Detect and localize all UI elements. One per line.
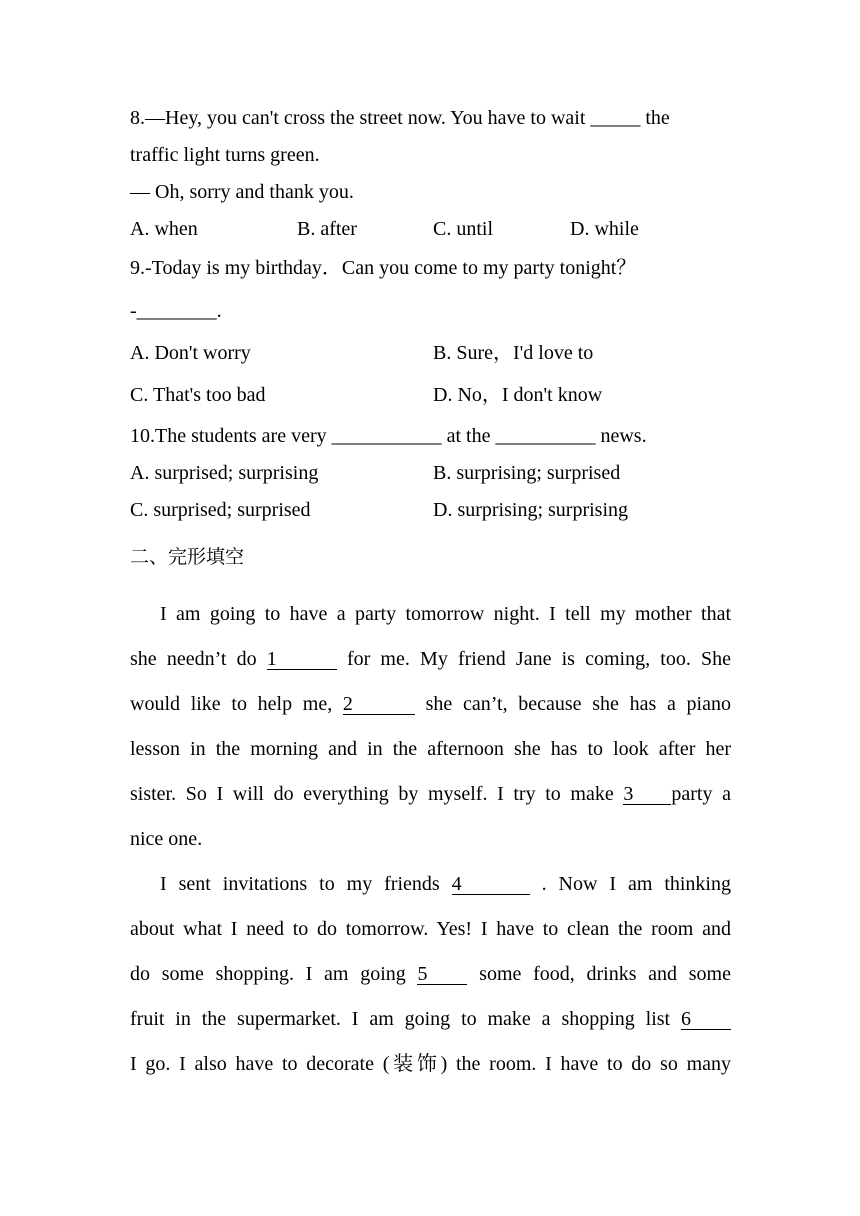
passage-p1-line-1	[130, 602, 731, 626]
q10-blank-2: __________	[495, 425, 596, 447]
text: I sent invitations to my friends	[160, 873, 452, 895]
q8-option-d: D. while	[570, 218, 639, 240]
passage-p2-line-3	[130, 962, 731, 986]
q8-text-a: 8.—Hey, you can't cross the street now. You have to wait	[130, 107, 591, 129]
q8-line-1	[130, 106, 670, 130]
text: for me. My friend Jane is coming, too. She	[336, 648, 731, 670]
q9-option-d: D. No，I don't know	[433, 384, 603, 406]
passage-p1-line-4: lesson in the morning and in the afternoon she has to look after her	[130, 738, 731, 760]
passage-p1-line-6: nice one.	[130, 828, 203, 850]
text: she can’t, because she has a piano	[414, 693, 731, 715]
passage-p1-line-5	[130, 782, 731, 806]
text: she needn’t do	[130, 648, 267, 670]
q8-option-c: C. until	[433, 218, 494, 240]
text: do some shopping. I am going	[130, 963, 418, 985]
q10-option-c: C. surprised; surprised	[130, 499, 311, 521]
q8-option-a: A. when	[130, 218, 198, 240]
q10-text-a: 10.The students are very	[130, 425, 332, 447]
q10-option-d: D. surprising; surprising	[433, 499, 628, 521]
passage-p2-line-1	[130, 872, 731, 896]
q10-line-1	[130, 424, 647, 448]
q8-line-2: traffic light turns green.	[130, 144, 320, 166]
text: some food, drinks and some	[467, 963, 731, 985]
q10-option-a: A. surprised; surprising	[130, 462, 319, 484]
cloze-blank-3: 3	[623, 784, 671, 805]
cloze-blank-1: 1	[267, 649, 337, 670]
text: . Now I am thinking	[529, 873, 731, 895]
text: would like to help me,	[130, 693, 343, 715]
q9-line-1: 9.-Today is my birthday．Can you come to my party tonight？	[130, 257, 637, 279]
q9-option-a: A. Don't worry	[130, 342, 251, 364]
q9-line-2: -________.	[130, 300, 222, 322]
q10-option-b: B. surprising; surprised	[433, 462, 621, 484]
passage-p1-line-2	[130, 647, 731, 671]
q8-option-b: B. after	[297, 218, 357, 240]
text: I am going to have a party tomorrow night. I tell my mother that	[160, 603, 731, 625]
cloze-blank-4: 4	[452, 874, 530, 895]
q9-option-b: B. Sure，I'd love to	[433, 342, 594, 364]
text: sister. So I will do everything by myself. I try to make	[130, 783, 624, 805]
q8-blank: _____	[590, 107, 641, 129]
q8-line-3: — Oh, sorry and thank you.	[130, 181, 354, 203]
text: party a	[671, 783, 731, 805]
passage-p2-line-5: I go. I also have to decorate (装饰) the room. I have to do so many	[130, 1053, 731, 1075]
section-title: 二、完形填空	[130, 546, 245, 568]
passage-p2-line-4	[130, 1007, 731, 1031]
q10-blank-1: ___________	[331, 425, 442, 447]
cloze-blank-6: 6	[681, 1009, 731, 1030]
passage-p2-line-2: about what I need to do tomorrow. Yes! I have to clean the room and	[130, 918, 731, 940]
q9-option-c: C. That's too bad	[130, 384, 266, 406]
passage-p1-line-3	[130, 692, 731, 716]
q10-text-c: news.	[595, 425, 647, 447]
cloze-blank-5: 5	[417, 964, 467, 985]
q8-text-b: the	[640, 107, 670, 129]
text: fruit in the supermarket. I am going to make a shopping list	[130, 1008, 681, 1030]
q10-text-b: at the	[441, 425, 496, 447]
cloze-blank-2: 2	[343, 694, 415, 715]
